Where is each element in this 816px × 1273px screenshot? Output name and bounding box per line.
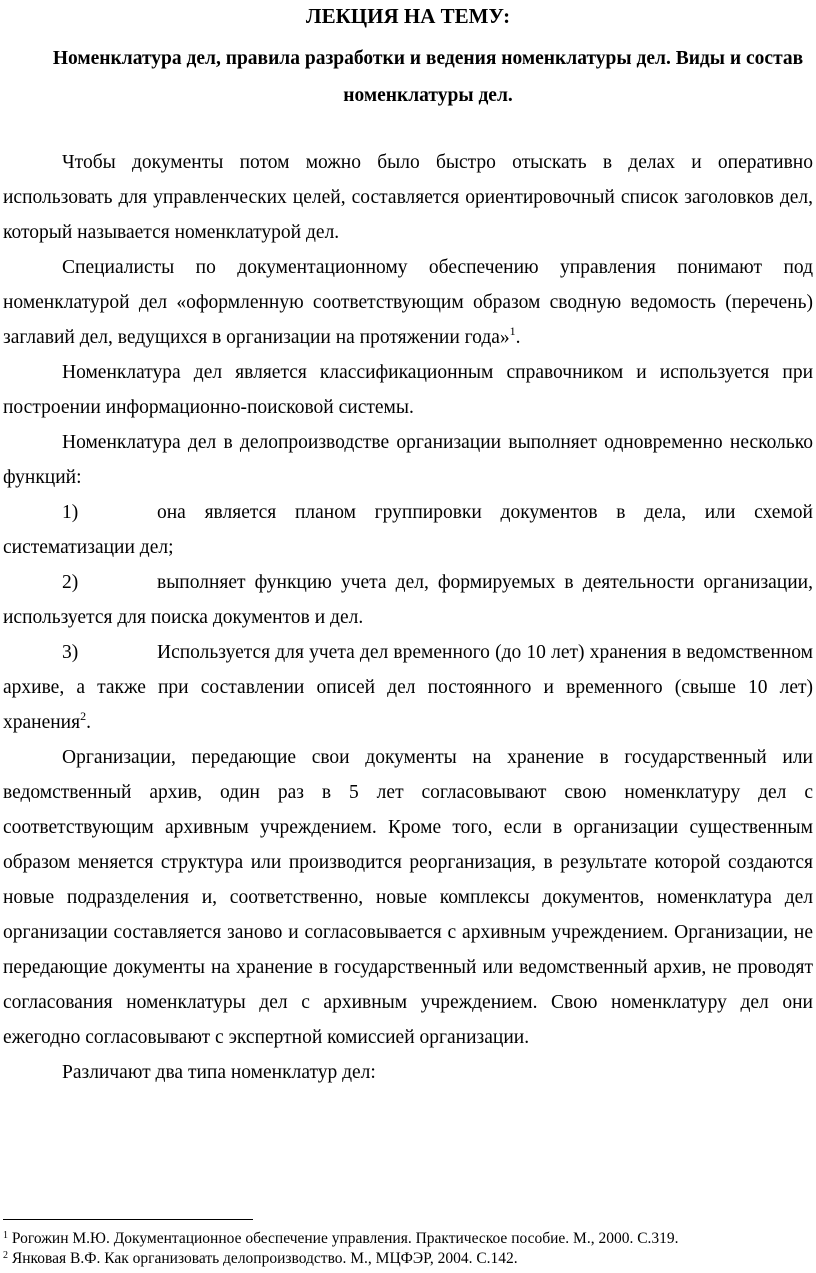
paragraph-5: Организации, передающие свои документы на хранение в государственный или ведомственный архив, один раз в 5 лет согласовывают свою номенклатуру дел с соответствующим архивным учреждением. Кроме того, если в организации существенным образом меняется структура или производится реорганизация, в результате которой создаются новые подразделения и, соответственно, новые комплексы документов, номенклатура дел организации составляется заново и согласовывается с архивным учреждением. Организации, не передающие документы на хранение в государственный или ведомственный архив, не проводят согласования номенклатуры дел с архивным учреждением. Свою номенклатуру дел они ежегодно согласовывают с экспертной комиссией организации. <box>3 747 813 1048</box>
list-item-text: она является планом группировки документов в дела, или схемой систематизации дел; <box>3 502 813 558</box>
paragraph-1: Чтобы документы потом можно было быстро отыскать в делах и оперативно использовать для управленческих целей, составляется ориентировочный список заголовков дел, который называется номенклатурой дел. <box>3 152 813 243</box>
list-item-2 <box>3 565 813 635</box>
footnote-ref-1: 1 <box>509 324 516 338</box>
footnote-separator <box>3 1219 253 1220</box>
list-item-number: 3) <box>62 642 79 663</box>
paragraph-6: Различают два типа номенклатур дел: <box>62 1062 376 1083</box>
paragraph-4: Номенклатура дел в делопроизводстве организации выполняет одновременно несколько функций: <box>3 432 813 488</box>
footnote-mark: 1 <box>3 1230 8 1241</box>
footnote-text: Рогожин М.Ю. Документационное обеспечение управления. Практическое пособие. М., 2000. С.319. <box>8 1230 679 1247</box>
paragraph-2 <box>3 250 813 355</box>
footnote-ref-2: 2 <box>80 709 87 723</box>
paragraph-3: Номенклатура дел является классификационным справочником и используется при построении информационно-поисковой системы. <box>3 362 813 418</box>
body-text <box>3 145 813 1090</box>
footnote-2 <box>3 1249 813 1269</box>
footnote-mark: 2 <box>3 1250 8 1261</box>
footnotes <box>3 1229 813 1269</box>
footnote-text: Янковая В.Ф. Как организовать делопроизводство. М., МЦФЭР, 2004. С.142. <box>8 1250 518 1267</box>
list-item-text: Используется для учета дел временного (до 10 лет) хранения в ведомственном архиве, а также при составлении описей дел постоянного и временного (свыше 10 лет) хранения <box>3 642 813 733</box>
paragraph-2-text: Специалисты по документационному обеспечению управления понимают под номенклатурой дел «оформленную соответствующим образом сводную ведомость (перечень) заглавий дел, ведущихся в организации на протяжении года» <box>3 257 813 348</box>
lecture-subtitle: Номенклатура дел, правила разработки и ведения номенклатуры дел. Виды и состав номенклатуры дел. <box>52 48 804 106</box>
list-item-number: 1) <box>62 502 79 523</box>
list-item-end: . <box>86 712 91 733</box>
list-item-1 <box>3 495 813 565</box>
lecture-title: ЛЕКЦИЯ НА ТЕМУ: <box>305 4 511 28</box>
footnote-1 <box>3 1229 813 1249</box>
list-item-3 <box>3 635 813 740</box>
list-item-number: 2) <box>62 572 79 593</box>
list-item-text: выполняет функцию учета дел, формируемых в деятельности организации, используется для поиска документов и дел. <box>3 572 813 628</box>
paragraph-2-end: . <box>515 327 521 348</box>
